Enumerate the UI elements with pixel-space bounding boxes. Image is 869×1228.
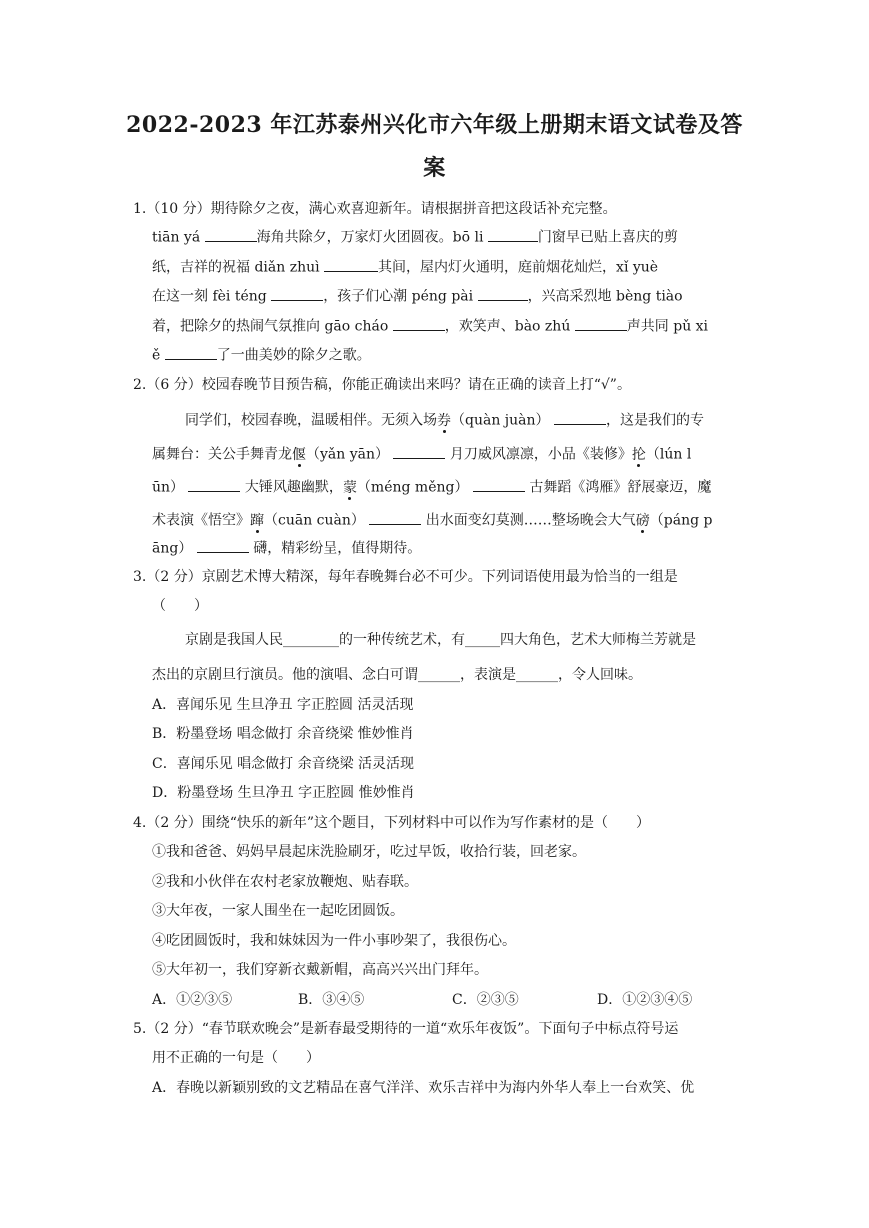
answer-parentheses[interactable]: （ ） — [152, 598, 208, 614]
pinyin-options[interactable]: （méng měng） — [356, 479, 473, 496]
text-segment: 着，把除夕的热闹气氛推向 gāo cháo — [152, 318, 393, 335]
dotted-character: 蒙 — [342, 479, 357, 496]
question-2-line — [152, 537, 421, 558]
material-item: ②我和小伙伴在农村老家放鞭炮、贴春联。 — [152, 874, 418, 890]
dotted-character: 抡 — [631, 446, 646, 463]
pinyin-options[interactable]: ūn） — [152, 479, 189, 496]
question-2-stem: 2.（6 分）校园春晚节目预告稿，你能正确读出来吗？请在正确的读音上打“√”。 — [133, 377, 631, 393]
answer-blank[interactable] — [393, 315, 445, 331]
option-c[interactable]: C．②③⑤ — [452, 992, 519, 1008]
dotted-character: 偃 — [292, 446, 306, 463]
text-segment: 术表演《悟空》 — [152, 512, 250, 529]
page-title-continued: 案 — [423, 155, 446, 181]
dotted-character: 蹿 — [250, 512, 264, 529]
text-segment: 月刀威风凛凛，小品《装修》 — [445, 446, 632, 463]
answer-blank[interactable] — [488, 226, 538, 242]
question-3-stem: 3.（2 分）京剧艺术博大精深，每年春晚舞台必不可少。下列词语使用最为恰当的一组是 — [133, 569, 678, 585]
option-d[interactable]: D．①②③④⑤ — [597, 992, 693, 1008]
text-segment: 同学们，校园春晚，温暖相伴。无须入场 — [185, 412, 437, 429]
material-item: ④吃团圆饭时，我和妹妹因为一件小事吵架了，我很伤心。 — [152, 933, 516, 949]
question-2-line — [152, 443, 691, 464]
text-segment: 在这一刻 fèi téng — [152, 288, 272, 305]
question-5-stem-continued: 用不正确的一句是（ ） — [152, 1050, 320, 1066]
text-segment: 其间，屋内灯火通明，庭前烟花灿烂，xǐ yuè — [378, 259, 659, 276]
option-b[interactable]: B．③④⑤ — [298, 992, 365, 1008]
question-2-line — [152, 476, 711, 497]
option-b[interactable]: B．粉墨登场 唱念做打 余音绕梁 惟妙惟肖 — [152, 726, 414, 742]
option-a[interactable]: A．①②③⑤ — [152, 992, 233, 1008]
text-segment: ，这是我们的专 — [605, 412, 704, 429]
question-4-stem: 4.（2 分）围绕“快乐的新年”这个题目，下列材料中可以作为写作素材的是（ ） — [133, 815, 651, 831]
question-2-line — [152, 509, 713, 530]
pinyin-options[interactable]: （páng p — [649, 512, 713, 529]
text-segment: ，兴高采烈地 bèng tiào — [527, 288, 683, 305]
option-a[interactable]: A．喜闻乐见 生旦净丑 字正腔圆 活灵活现 — [152, 697, 414, 713]
material-item: ⑤大年初一，我们穿新衣戴新帽，高高兴兴出门拜年。 — [152, 962, 488, 978]
page-title: 2022-2023 年江苏泰州兴化市六年级上册期末语文试卷及答 — [126, 112, 743, 138]
answer-blank[interactable] — [473, 476, 525, 492]
pinyin-options[interactable]: āng） — [152, 540, 197, 557]
answer-blank[interactable] — [393, 443, 445, 459]
question-3-passage: 京剧是我国人民________的一种传统艺术，有_____四大角色，艺术大师梅兰芳就是 — [185, 632, 696, 648]
text-segment: ，欢笑声、bào zhú — [444, 318, 575, 335]
text-segment: 出水面变幻莫测……整场晚会大气 — [421, 512, 636, 529]
material-item: ①我和爸爸、妈妈早晨起床洗脸刷牙，吃过早饭，收拾行装，回老家。 — [152, 844, 586, 860]
text-segment: 纸，吉祥的祝福 diǎn zhuì — [152, 259, 325, 276]
pinyin-options[interactable]: （lún l — [645, 446, 692, 463]
text-segment: ，孩子们心潮 péng pài — [323, 288, 478, 305]
text-segment: 属舞台：关公手舞青龙 — [152, 446, 292, 463]
pinyin-options[interactable]: （quàn juàn） — [451, 412, 554, 429]
question-1-line — [152, 344, 371, 365]
question-3-passage: 杰出的京剧旦行演员。他的演唱、念白可谓______，表演是______，令人回味。 — [152, 667, 642, 683]
question-1-line — [152, 226, 678, 247]
answer-blank[interactable] — [188, 476, 240, 492]
pinyin-options[interactable]: （yǎn yān） — [306, 446, 394, 463]
question-5-stem: 5.（2 分）“春节联欢晚会”是新春最受期待的一道“欢乐年夜饭”。下面句子中标点符号运 — [133, 1021, 679, 1037]
question-1-line — [152, 315, 708, 336]
question-1-line — [152, 285, 683, 306]
option-d[interactable]: D．粉墨登场 生旦净丑 字正腔圆 惟妙惟肖 — [152, 785, 415, 801]
answer-blank[interactable] — [324, 256, 378, 272]
pinyin-options[interactable]: （cuān cuàn） — [264, 512, 370, 529]
material-item: ③大年夜，一家人围坐在一起吃团圆饭。 — [152, 903, 404, 919]
question-1-stem: 1.（10 分）期待除夕之夜，满心欢喜迎新年。请根据拼音把这段话补充完整。 — [133, 201, 617, 217]
text-segment: 古舞蹈《鸿雁》舒展豪迈，魔 — [524, 479, 712, 496]
text-segment: 门窗早已贴上喜庆的剪 — [537, 229, 678, 246]
answer-blank[interactable] — [197, 537, 249, 553]
question-2-line — [185, 409, 704, 430]
text-segment: 礴，精彩纷呈，值得期待。 — [248, 540, 422, 557]
option-c[interactable]: C．喜闻乐见 唱念做打 余音绕梁 活灵活现 — [152, 756, 415, 772]
answer-blank[interactable] — [478, 285, 528, 301]
text-segment: 声共同 pǔ xi — [626, 318, 709, 335]
answer-blank[interactable] — [271, 285, 323, 301]
text-segment: 了一曲美妙的除夕之歌。 — [216, 347, 371, 364]
text-segment: 大锤风趣幽默， — [240, 479, 343, 496]
text-segment: ě — [152, 347, 165, 364]
question-1-line — [152, 256, 658, 277]
answer-blank[interactable] — [165, 344, 217, 360]
dotted-character: 磅 — [635, 512, 650, 529]
answer-blank[interactable] — [369, 509, 421, 525]
text-segment: tiān yá — [152, 229, 205, 246]
answer-blank[interactable] — [554, 409, 606, 425]
text-segment: 海角共除夕，万家灯火团圆夜。bō li — [256, 229, 488, 246]
option-a[interactable]: A．春晚以新颖别致的文艺精品在喜气洋洋、欢乐吉祥中为海内外华人奉上一台欢笑、优 — [152, 1080, 695, 1096]
answer-blank[interactable] — [205, 226, 257, 242]
answer-blank[interactable] — [575, 315, 627, 331]
dotted-character: 券 — [437, 412, 451, 429]
